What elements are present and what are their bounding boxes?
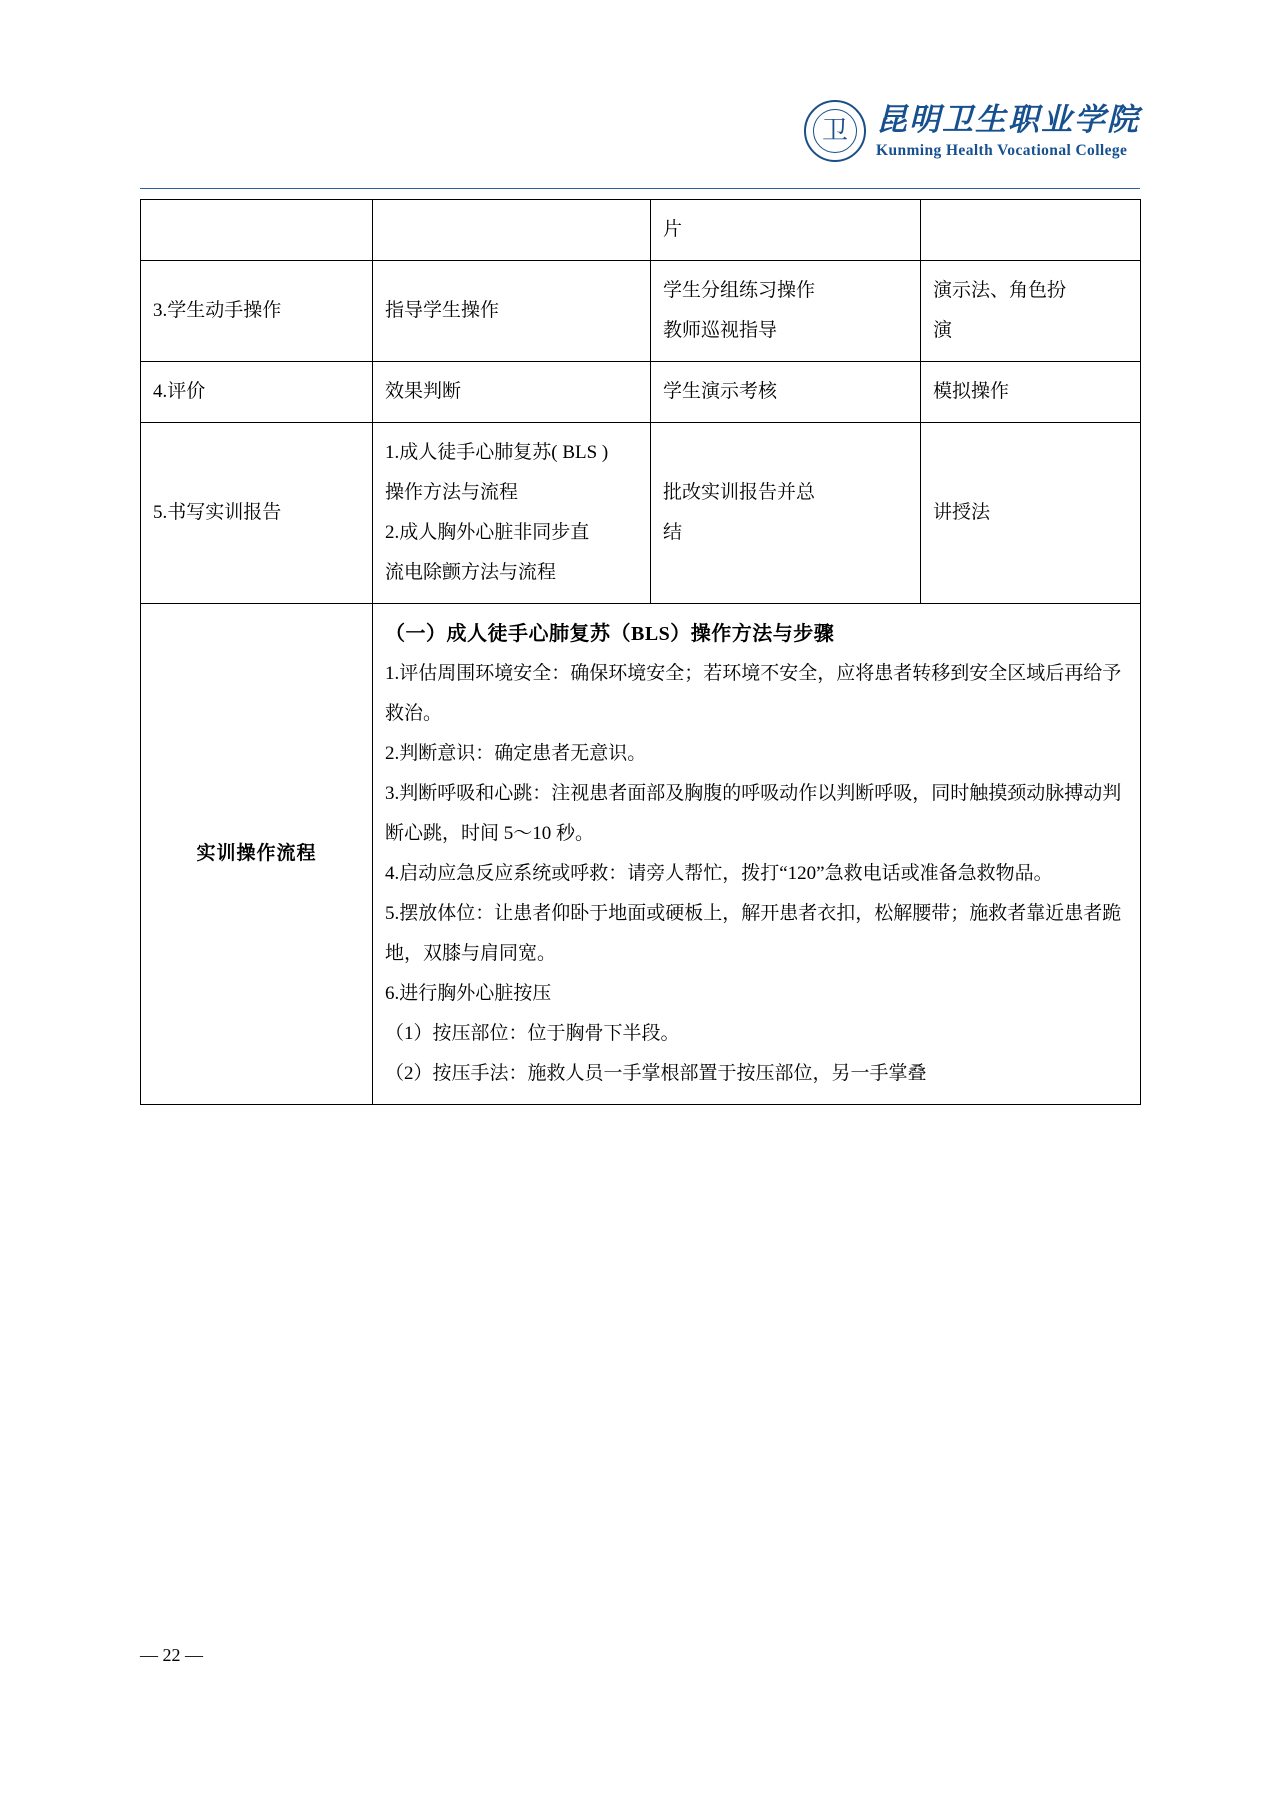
cell-method: [921, 200, 1141, 261]
table-row: [141, 261, 1141, 362]
cell-step: 4.评价: [141, 362, 373, 423]
cell-line: 学生分组练习操作: [663, 280, 816, 301]
table-row-flow: [141, 604, 1141, 1105]
cell-student: 学生演示考核: [651, 362, 921, 423]
cell-teacher: [373, 423, 651, 604]
flow-content: [373, 604, 1141, 1105]
page-header: [140, 100, 1140, 195]
college-seal-icon: [804, 100, 866, 162]
flow-paragraph: 6.进行胸外心脏按压: [385, 983, 552, 1004]
table-row: [141, 362, 1141, 423]
cell-line: 演示法、角色扮: [933, 280, 1067, 301]
table-row: [141, 423, 1141, 604]
table-row: [141, 200, 1141, 261]
flow-paragraph: 2.判断意识：确定患者无意识。: [385, 743, 647, 764]
cell-line: 批改实训报告并总: [663, 482, 816, 503]
page-number: — 22 —: [140, 1645, 203, 1665]
flow-paragraph: 3.判断呼吸和心跳：注视患者面部及胸腹的呼吸动作以判断呼吸，同时触摸颈动脉搏动判断心跳，时间 5～10 秒。: [385, 783, 1122, 844]
flow-paragraph: 4.启动应急反应系统或呼救：请旁人帮忙，拨打“120”急救电话或准备急救物品。: [385, 863, 1053, 884]
cell-step: 5.书写实训报告: [141, 423, 373, 604]
cell-method: 模拟操作: [921, 362, 1141, 423]
cell-line: 教师巡视指导: [663, 320, 778, 341]
flow-label: 实训操作流程: [141, 604, 373, 1105]
cell-student: [651, 423, 921, 604]
seal-glyph: 卫: [821, 116, 848, 145]
college-name-cn: 昆明卫生职业学院: [876, 102, 1140, 137]
cell-line: 演: [933, 320, 953, 341]
lesson-plan-table: [140, 199, 1141, 1105]
cell-method: 讲授法: [921, 423, 1141, 604]
flow-title: （一）成人徒手心肺复苏（BLS）操作方法与步骤: [385, 623, 835, 645]
page-footer: [140, 1645, 1140, 1666]
cell-student: 片: [651, 200, 921, 261]
cell-line: 操作方法与流程: [385, 482, 519, 503]
college-logo: [804, 100, 1140, 162]
cell-line: 流电除颤方法与流程: [385, 562, 557, 583]
flow-paragraph: （1）按压部位：位于胸骨下半段。: [385, 1023, 680, 1044]
cell-teacher: [373, 200, 651, 261]
cell-line: 2.成人胸外心脏非同步直: [385, 522, 590, 543]
cell-teacher: 效果判断: [373, 362, 651, 423]
flow-paragraph: 5.摆放体位：让患者仰卧于地面或硬板上，解开患者衣扣，松解腰带；施救者靠近患者跪地，双膝与肩同宽。: [385, 903, 1122, 964]
flow-paragraph: 1.评估周围环境安全：确保环境安全；若环境不安全，应将患者转移到安全区域后再给予救治。: [385, 663, 1122, 724]
header-divider: [140, 188, 1140, 189]
logo-text: [876, 100, 1140, 162]
cell-line: 结: [663, 522, 683, 543]
cell-step: 3.学生动手操作: [141, 261, 373, 362]
college-name-en: Kunming Health Vocational College: [876, 142, 1128, 159]
flow-paragraph: （2）按压手法：施救人员一手掌根部置于按压部位，另一手掌叠: [385, 1063, 927, 1084]
cell-method: [921, 261, 1141, 362]
cell-step: [141, 200, 373, 261]
cell-line: 1.成人徒手心肺复苏( BLS ): [385, 442, 609, 463]
cell-student: [651, 261, 921, 362]
cell-teacher: 指导学生操作: [373, 261, 651, 362]
